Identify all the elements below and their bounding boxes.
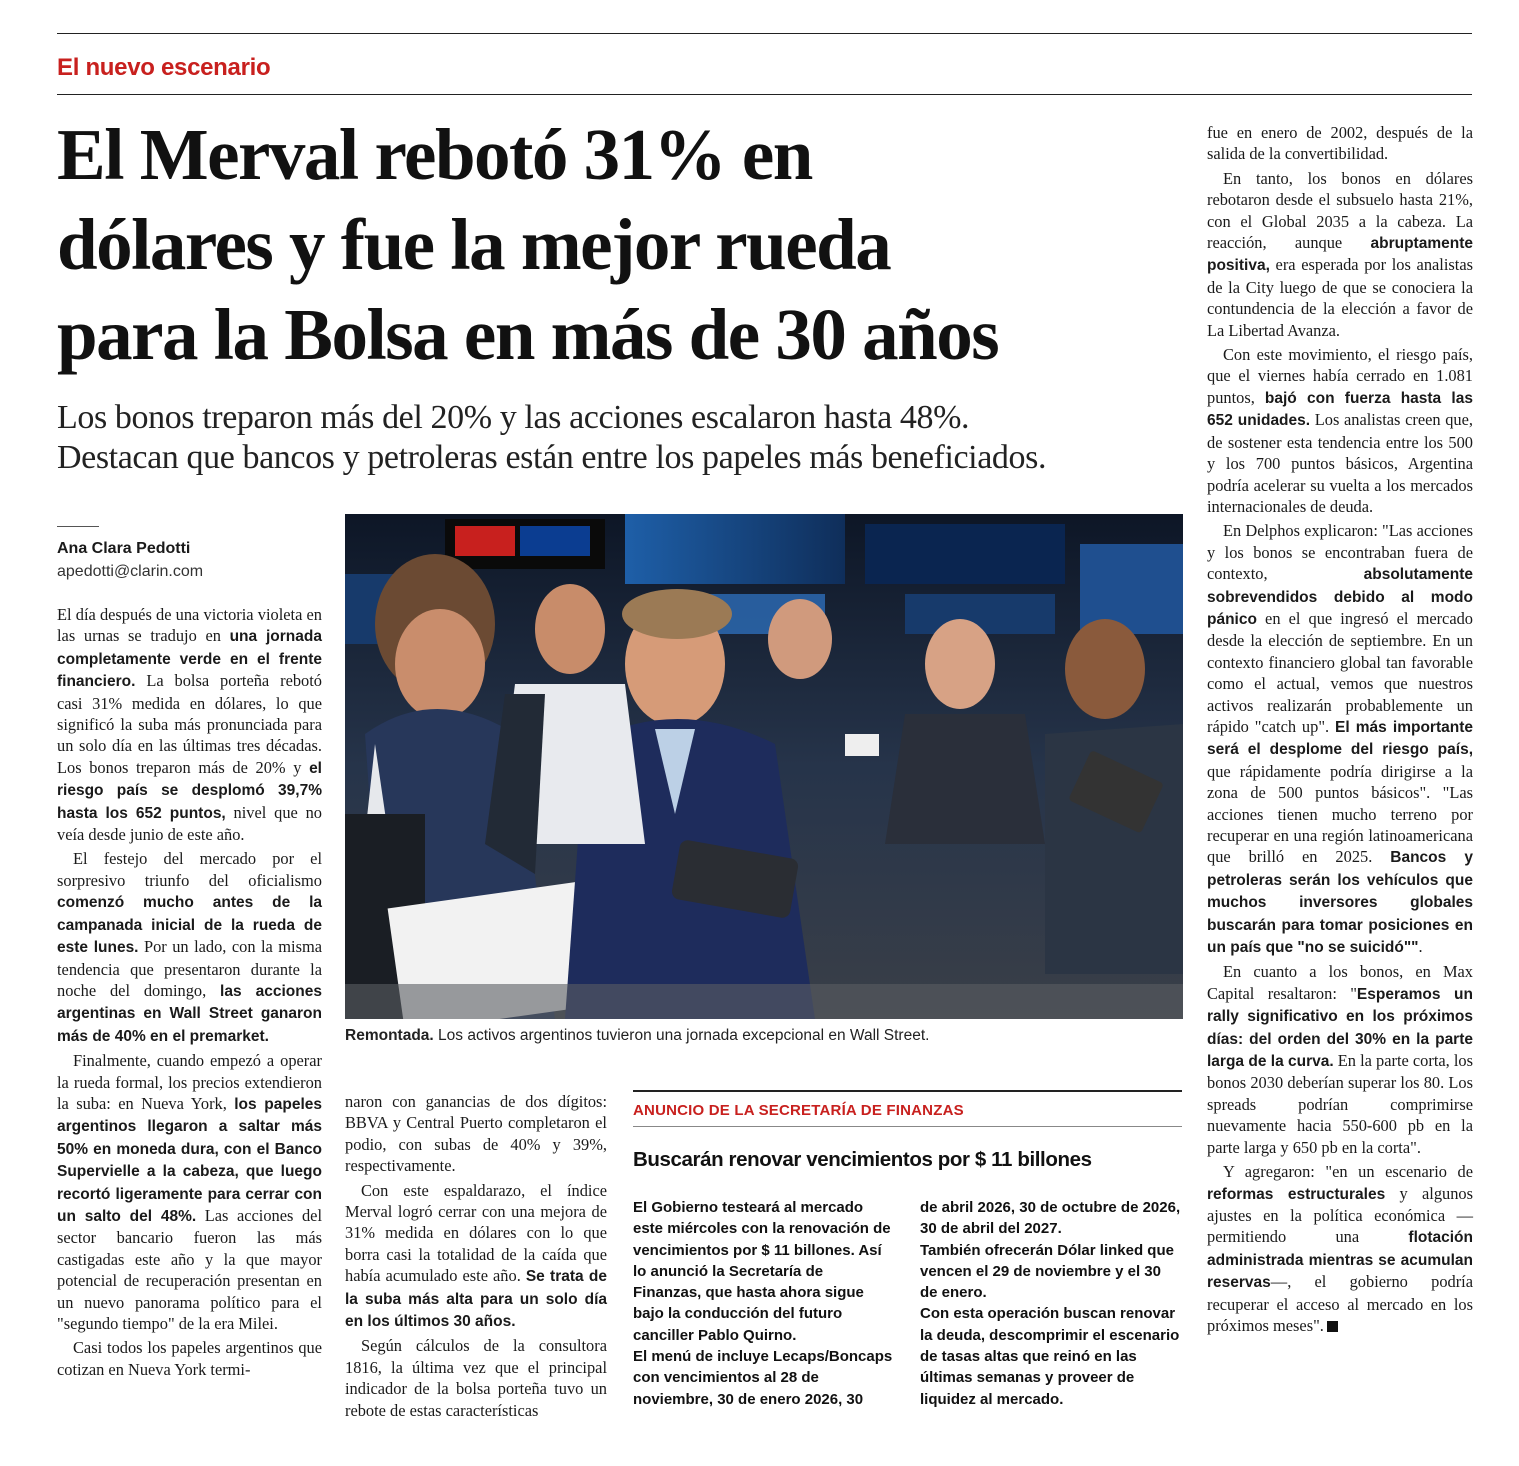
headline-line-2: dólares y fue la mejor rueda	[57, 204, 891, 285]
paragraph: El festejo del mercado por el sorpresivo triunfo del oficialismo comenzó mucho antes de la campanada inicial de la rueda de este lunes. Por un lado, con la misma tendencia que presentaron durante la noche del domingo, las acciones argentinas en Wall Street ganaron más de 40% en el premarket.	[57, 849, 322, 1045]
paragraph: naron con ganancias de dos dígitos: BBVA y Central Puerto completaron el podio, con subas de 40% y 39%, respectivamente.	[345, 1092, 607, 1176]
article-photo	[345, 514, 1183, 1019]
paragraph: Casi todos los papeles argentinos que cotizan en Nueva York termi-	[57, 1338, 322, 1379]
box-kicker: ANUNCIO DE LA SECRETARÍA DE FINANZAS	[633, 1102, 964, 1119]
box-paragraph: de abril 2026, 30 de octubre de 2026, 30 de abril del 2027.	[920, 1199, 1181, 1238]
paragraph: En Delphos explicaron: "Las acciones y los bonos se encontraban fuera de contexto, absolutamente sobrevendidos debido al modo pánico en el que ingresó el mercado desde la elección de septiembre. En un contexto financiero global tan favorable como el actual, vemos que nuestros activos realizarán probablemente un rápido "catch up". El más importante será el desplome del riesgo país, que rápidamente podría dirigirse a la zona de 500 puntos básicos". "Las acciones tienen mucho terreno por recuperar en una región latinoamericana que brilló en 2025. Bancos y petroleras serán los vehículos que muchos inversores globales buscarán para tomar posiciones en un país que "no se suicidó"".	[1207, 521, 1473, 957]
subheadline	[57, 398, 1187, 478]
section-label: El nuevo escenario	[57, 54, 271, 81]
article-column-3	[1207, 122, 1473, 1339]
paragraph: Finalmente, cuando empezó a operar la rueda formal, los precios extendieron la suba: en Nueva York, los papeles argentinos llegaron a saltar más 50% en moneda dura, con el Banco Supervielle a la cabeza, que luego recortó ligeramente para cerrar con un salto del 48%. Las acciones del sector bancario fueron las más castigadas este año y la que mayor potencial de recuperación presentan en un nuevo panorama político para el "segundo tiempo" de la era Milei.	[57, 1051, 322, 1333]
box-paragraph: Con esta operación buscan renovar la deuda, descomprimir el escenario de tasas altas que reinó en las últimas semanas y proveer de liquidez al mercado.	[920, 1305, 1180, 1408]
box-column-right	[920, 1197, 1182, 1410]
subhead-line-1: Los bonos treparon más del 20% y las acciones escalaron hasta 48%.	[57, 399, 970, 436]
author-name: Ana Clara Pedotti	[57, 540, 191, 557]
headline-line-3: para la Bolsa en más de 30 años	[57, 294, 999, 375]
trading-floor-image	[345, 514, 1183, 1019]
box-top-rule	[633, 1090, 1182, 1092]
paragraph: Con este movimiento, el riesgo país, que el viernes había cerrado en 1.081 puntos, bajó con fuerza hasta las 652 unidades. Los analistas creen que, de sostener esta tendencia entre los 500 y los 700 puntos básicos, Argentina podría acelerar su vuelta a los mercados internacionales de deuda.	[1207, 345, 1473, 516]
box-paragraph: El Gobierno testeará al mercado este miércoles con la renovación de vencimientos por $ 11 billones. Así lo anunció la Secretaría de Finanzas, que hasta ahora sigue bajo la conducción del futuro canciller Pablo Quirno.	[633, 1199, 891, 1344]
headline	[57, 110, 1187, 380]
paragraph: fue en enero de 2002, después de la salida de la convertibilidad.	[1207, 123, 1473, 164]
section-rule	[57, 94, 1472, 95]
paragraph: En cuanto a los bonos, en Max Capital resaltaron: "Esperamos un rally significativo en los próximos días: del orden del 30% en la parte larga de la curva. En la parte corta, los bonos 2030 deberían superar los 80. Los spreads podrían comprimirse nuevamente hacia 550-600 pb en la parte larga y 650 pb en la corta".	[1207, 962, 1474, 1157]
headline-line-1: El Merval rebotó 31% en	[57, 114, 812, 195]
article-column-1	[57, 604, 322, 1383]
box-paragraph: También ofrecerán Dólar linked que vencen el 29 de noviembre y el 30 de enero.	[920, 1241, 1174, 1302]
paragraph: Según cálculos de la consultora 1816, la última vez que el principal indicador de la bolsa porteña tuvo un rebote de estas características	[345, 1336, 607, 1420]
box-paragraph: El menú de incluye Lecaps/Boncaps con vencimientos al 28 de noviembre, 30 de enero 2026, 30	[633, 1348, 893, 1408]
photo-caption: Remontada. Los activos argentinos tuvieron una jornada excepcional en Wall Street.	[345, 1027, 930, 1044]
end-of-article-mark	[1327, 1321, 1338, 1332]
box-title: Buscarán renovar vencimientos por $ 11 billones	[633, 1148, 1092, 1171]
box-column-left	[633, 1197, 893, 1410]
paragraph: El día después de una victoria violeta en las urnas se tradujo en una jornada completamente verde en el frente financiero. La bolsa porteña rebotó casi 31% medida en dólares, lo que significó la suba más pronunciada para un solo día en las últimas tres décadas. Los bonos treparon más de 20% y el riesgo país se desplomó 39,7% hasta los 652 puntos, nivel que no veía desde junio de este año.	[57, 605, 322, 845]
byline-divider	[57, 526, 99, 527]
subhead-line-2: Destacan que bancos y petroleras están entre los papeles más beneficiados.	[57, 439, 1047, 476]
paragraph: Con este espaldarazo, el índice Merval logró cerrar con una mejora de 31% medida en dólares con lo que borra casi la totalidad de la caída que había acumulado este año. Se trata de la suba más alta para un solo día en los últimos 30 años.	[345, 1180, 607, 1331]
badge-3333	[845, 734, 879, 756]
top-rule	[57, 33, 1472, 34]
article-column-2	[345, 1091, 607, 1424]
box-kicker-rule	[633, 1126, 1182, 1127]
paragraph: En tanto, los bonos en dólares rebotaron desde el subsuelo hasta 21%, con el Global 2035 a la cabeza. La reacción, aunque abruptamente positiva, era esperada por los analistas de la City luego de que se conociera la contundencia de la elección a favor de La Libertad Avanza.	[1207, 168, 1473, 340]
paragraph: Y agregaron: "en un escenario de reformas estructurales y algunos ajustes en la política económica —permitiendo una flotación administrada mientras se acumulan reservas—, el gobierno podría recuperar el acceso al mercado en los próximos meses".	[1207, 1162, 1473, 1335]
author-email[interactable]: apedotti@clarin.com	[57, 563, 204, 580]
